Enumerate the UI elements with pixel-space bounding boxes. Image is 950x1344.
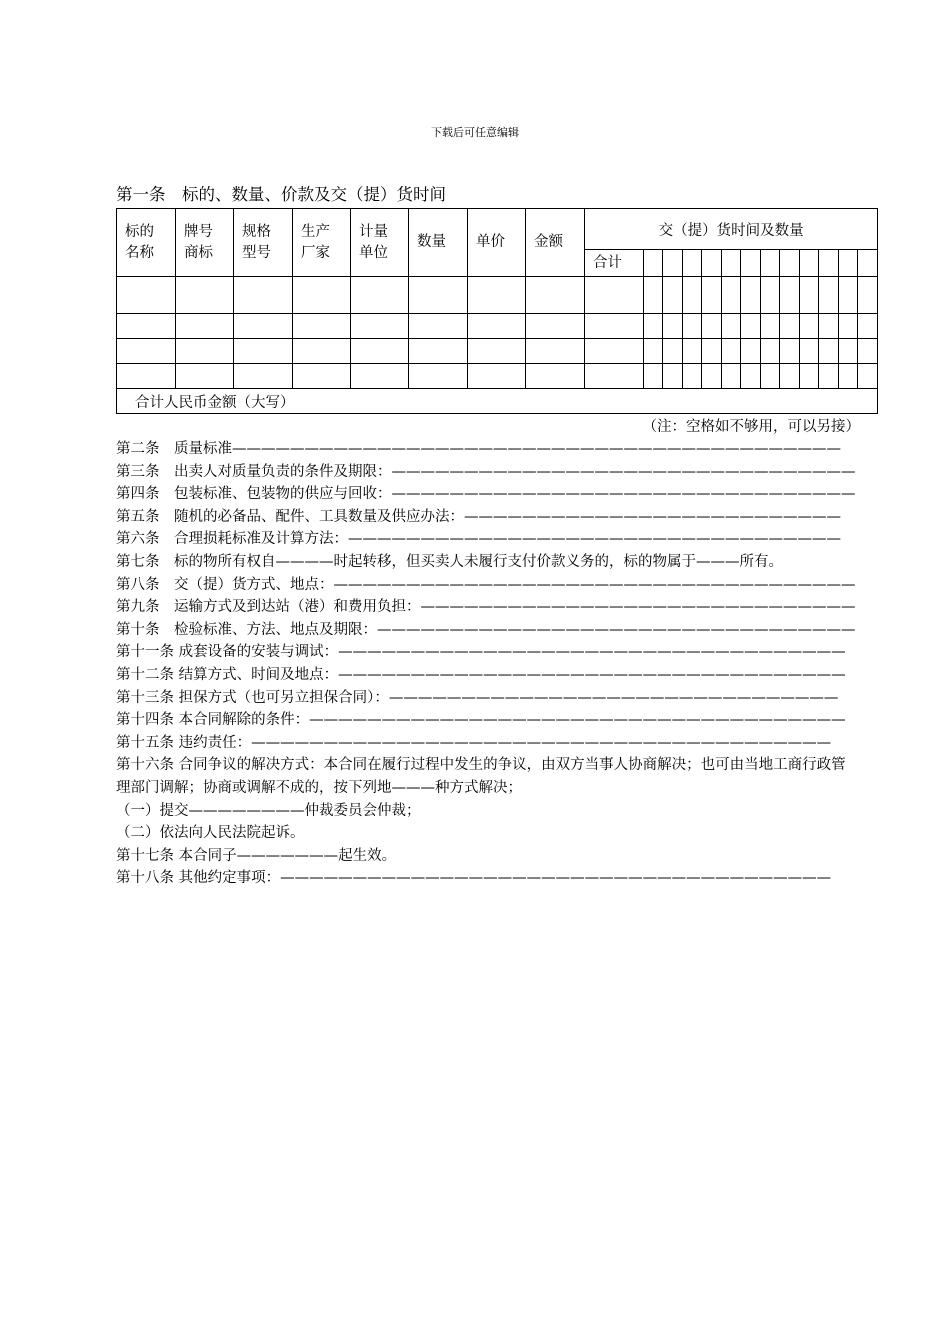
table-cell[interactable] <box>858 250 878 277</box>
table-cell[interactable] <box>117 339 176 364</box>
table-cell[interactable] <box>858 277 878 314</box>
clause-7: 第七条 标的物所有权自————时起转移，但买卖人未履行支付价款义务的，标的物属于———所有。 <box>116 553 783 570</box>
header-note: 下载后可任意编辑 <box>431 126 519 139</box>
table-cell[interactable] <box>644 314 663 339</box>
table-cell[interactable] <box>683 277 702 314</box>
col-header-delivery-total: 合计 <box>585 250 644 277</box>
table-cell[interactable] <box>702 277 722 314</box>
clause-14: 第十四条 本合同解除的条件：————————————————————————————————————— <box>116 712 846 729</box>
table-cell[interactable] <box>585 364 644 389</box>
table-cell[interactable] <box>234 364 293 389</box>
col-header-brand: 牌号 商标 <box>176 209 234 277</box>
table-cell[interactable] <box>780 250 800 277</box>
table-cell[interactable] <box>234 277 293 314</box>
table-cell[interactable] <box>839 364 858 389</box>
table-cell[interactable] <box>722 250 741 277</box>
clause-10: 第十条 检验标准、方法、地点及期限：————————————————————————————————— <box>116 621 856 638</box>
table-cell[interactable] <box>702 364 722 389</box>
col-header-delivery: 交（提）货时间及数量 <box>585 209 878 250</box>
table-cell[interactable] <box>741 339 761 364</box>
table-cell[interactable] <box>468 364 526 389</box>
table-cell[interactable] <box>526 364 585 389</box>
table-cell[interactable] <box>800 250 819 277</box>
table-cell[interactable] <box>176 364 234 389</box>
table-cell[interactable] <box>722 339 741 364</box>
table-cell[interactable] <box>702 339 722 364</box>
table-cell[interactable] <box>234 339 293 364</box>
clause-16-option-2: （二）依法向人民法院起诉。 <box>116 825 305 842</box>
goods-table <box>116 208 878 414</box>
table-cell[interactable] <box>644 250 663 277</box>
table-cell[interactable] <box>585 277 644 314</box>
clause-12: 第十二条 结算方式、时间及地点：——————————————————————————————————— <box>116 666 846 683</box>
table-cell[interactable] <box>741 314 761 339</box>
table-cell[interactable] <box>663 339 683 364</box>
table-cell[interactable] <box>644 277 663 314</box>
clause-13: 第十三条 担保方式（也可另立担保合同）：——————————————————————————————— <box>116 689 839 706</box>
table-cell[interactable] <box>468 314 526 339</box>
table-cell[interactable] <box>351 314 409 339</box>
table-cell[interactable] <box>176 339 234 364</box>
clause-6: 第六条 合理损耗标准及计算方法：—————————————————————————————————— <box>116 531 841 548</box>
table-cell[interactable] <box>585 314 644 339</box>
table-cell[interactable] <box>761 250 780 277</box>
clause-17: 第十七条 本合同子———————起生效。 <box>116 847 397 864</box>
clause-11: 第十一条 成套设备的安装与调试：——————————————————————————————————— <box>116 644 846 661</box>
table-cell[interactable] <box>585 339 644 364</box>
table-cell[interactable] <box>468 339 526 364</box>
clause-3: 第三条 出卖人对质量负责的条件及期限：———————————————————————————————— <box>116 463 856 480</box>
table-cell[interactable] <box>800 277 819 314</box>
table-cell[interactable] <box>858 339 878 364</box>
col-header-quantity: 数量 <box>409 209 468 277</box>
table-cell[interactable] <box>780 339 800 364</box>
table-cell[interactable] <box>819 339 839 364</box>
table-cell[interactable] <box>663 250 683 277</box>
total-row <box>117 389 878 414</box>
col-header-unit-price: 单价 <box>468 209 526 277</box>
table-cell[interactable] <box>839 277 858 314</box>
table-cell[interactable] <box>741 364 761 389</box>
total-amount-label: 合计人民币金额（大写） <box>117 389 878 414</box>
table-note: （注：空格如不够用，可以另接） <box>642 419 860 435</box>
col-header-name: 标的 名称 <box>117 209 176 277</box>
clause-8: 第八条 交（提）货方式、地点：———————————————————————————————————— <box>116 576 856 593</box>
table-cell[interactable] <box>800 314 819 339</box>
table-cell[interactable] <box>839 339 858 364</box>
table-cell[interactable] <box>176 314 234 339</box>
table-cell[interactable] <box>663 364 683 389</box>
table-cell[interactable] <box>526 314 585 339</box>
table-cell[interactable] <box>722 314 741 339</box>
table-cell[interactable] <box>117 314 176 339</box>
table-cell[interactable] <box>819 250 839 277</box>
table-cell[interactable] <box>683 250 702 277</box>
table-row <box>117 314 878 339</box>
clause-16-option-1: （一）提交————————仲裁委员会仲裁； <box>116 802 421 819</box>
col-header-maker: 生产 厂家 <box>293 209 351 277</box>
table-cell[interactable] <box>780 277 800 314</box>
clause-list <box>116 438 860 890</box>
table-cell[interactable] <box>741 250 761 277</box>
table-cell[interactable] <box>761 314 780 339</box>
table-cell[interactable] <box>819 364 839 389</box>
table-cell[interactable] <box>293 364 351 389</box>
table-cell[interactable] <box>176 277 234 314</box>
table-cell[interactable] <box>683 314 702 339</box>
table-cell[interactable] <box>351 364 409 389</box>
table-cell[interactable] <box>293 277 351 314</box>
table-cell[interactable] <box>409 364 468 389</box>
table-cell[interactable] <box>526 277 585 314</box>
table-cell[interactable] <box>702 314 722 339</box>
table-cell[interactable] <box>761 339 780 364</box>
table-cell[interactable] <box>409 314 468 339</box>
table-cell[interactable] <box>858 364 878 389</box>
table-cell[interactable] <box>117 364 176 389</box>
table-cell[interactable] <box>644 339 663 364</box>
col-header-amount: 金额 <box>526 209 585 277</box>
table-row <box>117 277 878 314</box>
table-cell[interactable] <box>741 277 761 314</box>
table-cell[interactable] <box>351 339 409 364</box>
table-cell[interactable] <box>293 314 351 339</box>
clause-2: 第二条 质量标准—————————————————————————————————————————— <box>116 441 841 457</box>
table-cell[interactable] <box>683 339 702 364</box>
clause-9: 第九条 运输方式及到达站（港）和费用负担：—————————————————————————————— <box>116 599 856 616</box>
clause-4: 第四条 包装标准、包装物的供应与回收：———————————————————————————————— <box>116 486 856 503</box>
table-cell[interactable] <box>858 314 878 339</box>
table-cell[interactable] <box>663 314 683 339</box>
table-row <box>117 364 878 389</box>
clause-5: 第五条 随机的必备品、配件、工具数量及供应办法：—————————————————————————— <box>116 508 841 525</box>
table-cell[interactable] <box>722 277 741 314</box>
table-cell[interactable] <box>761 364 780 389</box>
table-cell[interactable] <box>293 339 351 364</box>
table-cell[interactable] <box>819 314 839 339</box>
table-cell[interactable] <box>702 250 722 277</box>
table-cell[interactable] <box>839 250 858 277</box>
table-cell[interactable] <box>839 314 858 339</box>
table-cell[interactable] <box>800 364 819 389</box>
table-cell[interactable] <box>663 277 683 314</box>
table-cell[interactable] <box>761 277 780 314</box>
table-cell[interactable] <box>819 277 839 314</box>
table-cell[interactable] <box>409 277 468 314</box>
table-cell[interactable] <box>644 364 663 389</box>
clause-15: 第十五条 违约责任：———————————————————————————————————————— <box>116 734 832 751</box>
col-header-unit: 计量 单位 <box>351 209 409 277</box>
col-header-spec: 规格 型号 <box>234 209 293 277</box>
clause-16: 第十六条 合同争议的解决方式：本合同在履行过程中发生的争议，由双方当事人协商解决；也可由当地工商行政管理部门调解；协商或调解不成的，按下列地———种方式解决； <box>116 757 846 796</box>
table-cell[interactable] <box>780 314 800 339</box>
clause-18: 第十八条 其他约定事项：—————————————————————————————————————— <box>116 870 832 887</box>
table-cell[interactable] <box>234 314 293 339</box>
table-cell[interactable] <box>351 277 409 314</box>
table-cell[interactable] <box>468 277 526 314</box>
table-cell[interactable] <box>683 364 702 389</box>
table-row <box>117 339 878 364</box>
table-cell[interactable] <box>117 277 176 314</box>
table-cell[interactable] <box>526 339 585 364</box>
table-cell[interactable] <box>722 364 741 389</box>
table-cell[interactable] <box>780 364 800 389</box>
table-cell[interactable] <box>800 339 819 364</box>
table-cell[interactable] <box>409 339 468 364</box>
section-1-title: 第一条 标的、数量、价款及交（提）货时间 <box>116 185 446 204</box>
